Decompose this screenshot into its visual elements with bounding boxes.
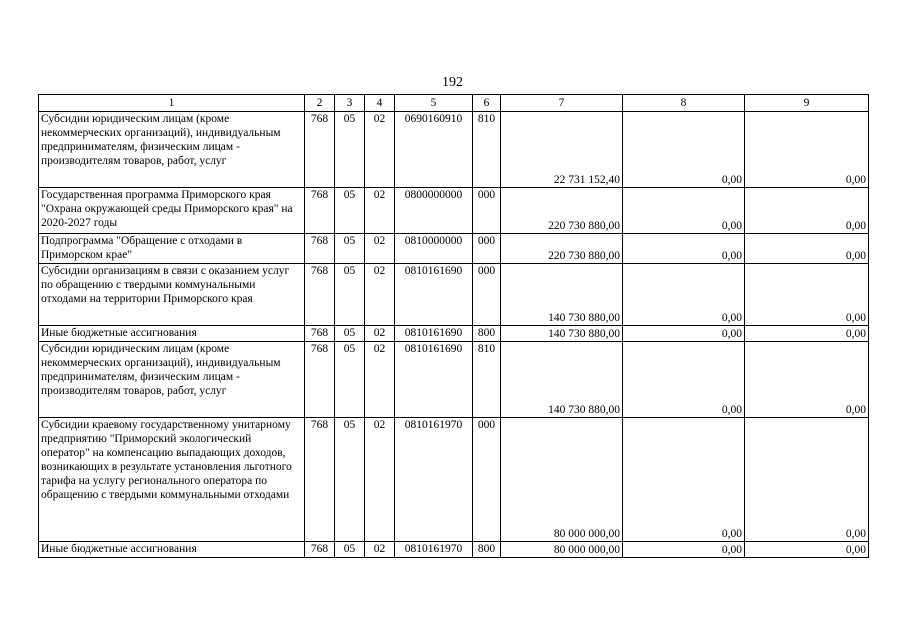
header-row	[39, 95, 869, 112]
row-amount-7: 140 730 880,00	[501, 342, 623, 418]
row-code-3: 05	[335, 112, 365, 188]
row-name: Субсидии юридическим лицам (кроме некоммерческих организаций), индивидуальным предпринимателям, физическим лицам - производителям товаров, работ, услуг	[39, 112, 305, 188]
row-name: Государственная программа Приморского края "Охрана окружающей среды Приморского края" на 2020-2027 годы	[39, 188, 305, 234]
column-header: 9	[745, 95, 869, 112]
row-amount-7: 80 000 000,00	[501, 542, 623, 558]
row-code-4: 02	[365, 326, 395, 342]
row-code-6: 000	[473, 188, 501, 234]
row-code-6: 810	[473, 112, 501, 188]
row-code-3: 05	[335, 542, 365, 558]
row-code-6: 000	[473, 234, 501, 264]
row-code-5: 0810000000	[395, 234, 473, 264]
row-code-4: 02	[365, 542, 395, 558]
row-amount-7: 140 730 880,00	[501, 264, 623, 326]
row-code-5: 0810161690	[395, 264, 473, 326]
row-amount-9: 0,00	[745, 112, 869, 188]
row-code-4: 02	[365, 188, 395, 234]
row-name: Иные бюджетные ассигнования	[39, 326, 305, 342]
row-amount-9: 0,00	[745, 234, 869, 264]
row-code-2: 768	[305, 188, 335, 234]
row-amount-7: 140 730 880,00	[501, 326, 623, 342]
column-header: 5	[395, 95, 473, 112]
column-header: 7	[501, 95, 623, 112]
row-code-3: 05	[335, 188, 365, 234]
row-amount-9: 0,00	[745, 342, 869, 418]
row-code-4: 02	[365, 342, 395, 418]
row-code-5: 0690160910	[395, 112, 473, 188]
row-code-5: 0810161970	[395, 542, 473, 558]
row-code-4: 02	[365, 418, 395, 542]
row-code-2: 768	[305, 264, 335, 326]
row-code-4: 02	[365, 234, 395, 264]
row-amount-8: 0,00	[623, 342, 745, 418]
table-row	[39, 188, 869, 234]
page-number: 192	[442, 75, 463, 90]
row-name: Иные бюджетные ассигнования	[39, 542, 305, 558]
row-code-2: 768	[305, 112, 335, 188]
table-row	[39, 326, 869, 342]
row-amount-9: 0,00	[745, 264, 869, 326]
row-amount-8: 0,00	[623, 188, 745, 234]
row-amount-9: 0,00	[745, 326, 869, 342]
row-code-6: 000	[473, 418, 501, 542]
row-code-2: 768	[305, 234, 335, 264]
row-amount-8: 0,00	[623, 542, 745, 558]
row-code-6: 800	[473, 326, 501, 342]
table-row	[39, 264, 869, 326]
row-amount-7: 220 730 880,00	[501, 234, 623, 264]
row-code-2: 768	[305, 342, 335, 418]
row-amount-9: 0,00	[745, 542, 869, 558]
column-header: 6	[473, 95, 501, 112]
row-code-6: 800	[473, 542, 501, 558]
row-name: Субсидии краевому государственному унитарному предприятию "Приморский экологический оператор" на компенсацию выпадающих доходов, возникающих в результате установления льготного тарифа на услугу регионального оператора по обращению с твердыми коммунальными отходами	[39, 418, 305, 542]
column-header: 3	[335, 95, 365, 112]
table-row	[39, 342, 869, 418]
row-amount-7: 22 731 152,40	[501, 112, 623, 188]
row-code-6: 000	[473, 264, 501, 326]
table-row	[39, 112, 869, 188]
table-row	[39, 418, 869, 542]
row-code-2: 768	[305, 326, 335, 342]
column-header: 2	[305, 95, 335, 112]
row-code-2: 768	[305, 542, 335, 558]
table-row	[39, 542, 869, 558]
row-code-5: 0810161690	[395, 342, 473, 418]
row-amount-8: 0,00	[623, 264, 745, 326]
row-name: Субсидии организациям в связи с оказанием услуг по обращению с твердыми коммунальными отходами на территории Приморского края	[39, 264, 305, 326]
row-amount-8: 0,00	[623, 234, 745, 264]
row-code-2: 768	[305, 418, 335, 542]
row-code-3: 05	[335, 342, 365, 418]
row-name: Субсидии юридическим лицам (кроме некоммерческих организаций), индивидуальным предпринимателям, физическим лицам - производителям товаров, работ, услуг	[39, 342, 305, 418]
table-row	[39, 234, 869, 264]
budget-table	[38, 94, 869, 558]
column-header: 1	[39, 95, 305, 112]
row-code-6: 810	[473, 342, 501, 418]
column-header: 4	[365, 95, 395, 112]
column-header: 8	[623, 95, 745, 112]
row-code-5: 0810161970	[395, 418, 473, 542]
row-amount-9: 0,00	[745, 188, 869, 234]
row-code-3: 05	[335, 264, 365, 326]
row-amount-8: 0,00	[623, 112, 745, 188]
row-name: Подпрограмма "Обращение с отходами в Приморском крае"	[39, 234, 305, 264]
row-amount-7: 80 000 000,00	[501, 418, 623, 542]
row-amount-8: 0,00	[623, 326, 745, 342]
row-amount-8: 0,00	[623, 418, 745, 542]
row-code-3: 05	[335, 418, 365, 542]
row-amount-7: 220 730 880,00	[501, 188, 623, 234]
row-code-5: 0810161690	[395, 326, 473, 342]
row-code-5: 0800000000	[395, 188, 473, 234]
row-code-3: 05	[335, 234, 365, 264]
row-code-4: 02	[365, 264, 395, 326]
row-code-4: 02	[365, 112, 395, 188]
row-amount-9: 0,00	[745, 418, 869, 542]
row-code-3: 05	[335, 326, 365, 342]
